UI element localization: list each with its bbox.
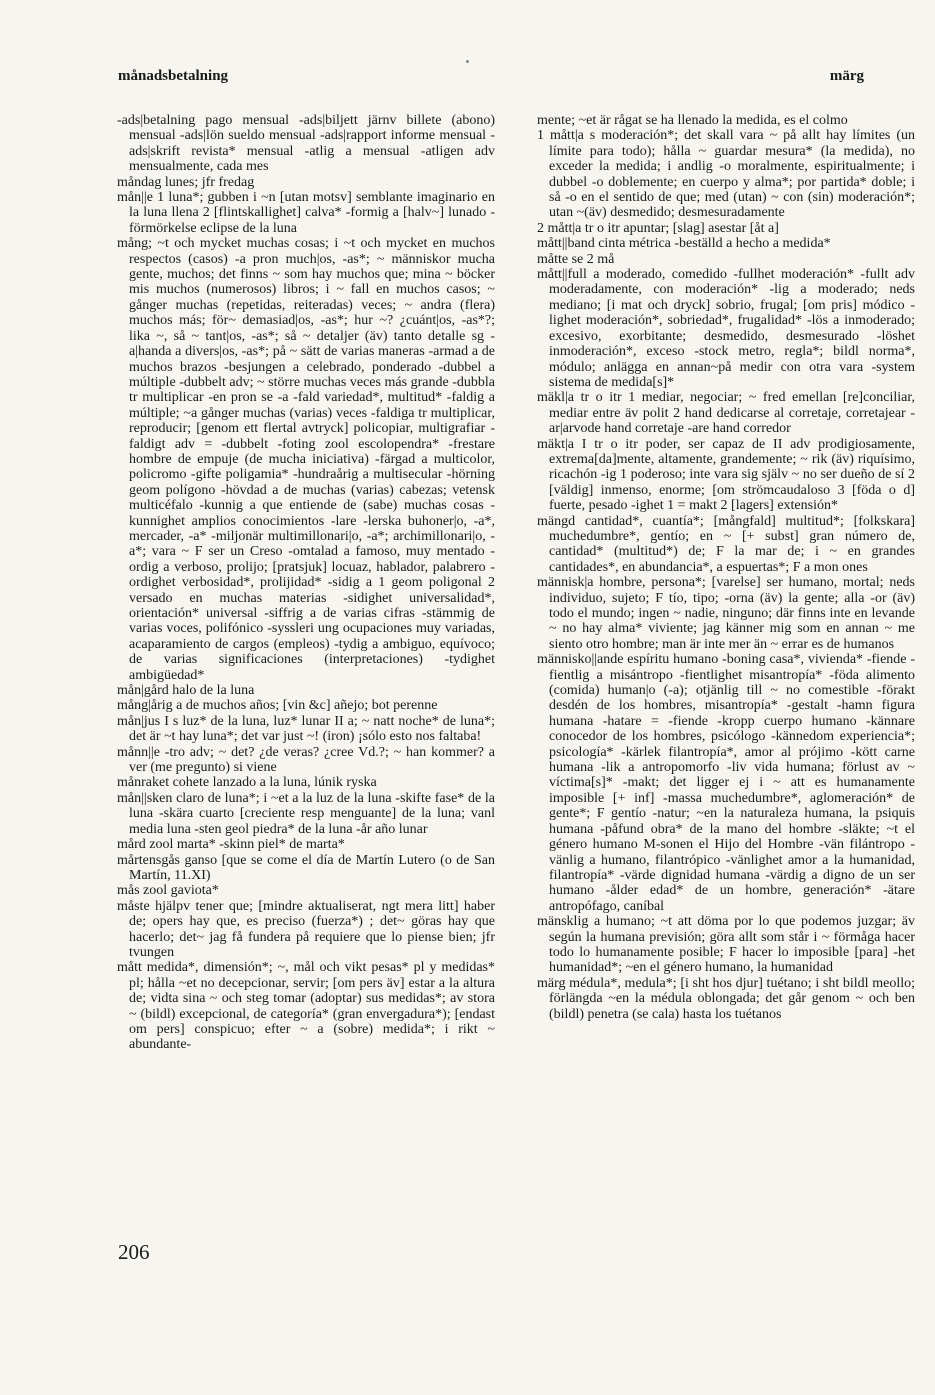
dictionary-entry: mente; ~et är rågat se ha llenado la medida, es el colmo	[537, 113, 848, 128]
dictionary-entry: mängd cantidad*, cuantía*; [mångfald] multitud*; [folkskara] muchedumbre*, gentío; en ~ [+ subst] gran número de, cantidad* (multitud*) de; F la mar de; i ~ en grandes cantidades*, en abundancia*, a espuertas*; F a mon ones	[537, 513, 915, 575]
dictionary-entry: mång|årig a de muchos años; [vin &c] añejo; bot perenne	[117, 698, 438, 714]
dictionary-entry: människo||ande espíritu humano -boning casa*, vivienda* -fiende -fientlig a misántropo -fientlighet misantropía* -föda alimento (comida) human|o (-a); otjänlig till ~ no comestible -förakt desdén de los hombres, misantropía* -gestalt -hamn figura humana -hatare = -fiende -kropp cuerpo humano -kännare conocedor de los hombres, psicólogo -kännedom experiencia*; psicología* -kärlek filantropía*, amor al prójimo -kött carne humana -lik a antropomorfo -liv vida humana; förlust av ~ víctima[s]* -makt; det ligger ej i ~ att es humanamente imposible [+ inf] -massa muchedumbre*, aglomeración* de gente*; F gentío -natur; ~en la naturaleza humana, la psiquis humana -påfund obra* de la mano del hombre -släkte; ~t el género humano M-sonen el Hijo del Hombre -vän filántropo -vänlig a humano, filantrópico -vänlighet amor a la humanidad, filantropía* -värde dignidad humana -värdig a digno de un ser humano -ålder edad* de un hombre, generación* -ätare antropófago, caníbal	[537, 652, 915, 914]
dictionary-entry: mån|jus I s luz* de la luna, luz* lunar II a; ~ natt noche* de luna*; det är ~t hay luna*; det var just ~! (iron) ¡sólo esto nos faltaba!	[117, 713, 495, 745]
printer-dot	[466, 60, 469, 63]
page-number: 206	[118, 1240, 150, 1264]
dictionary-column-right	[537, 113, 915, 1022]
dictionary-entry: mänsklig a humano; ~t att döma por lo que podemos juzgar; äv según la humana previsión; göra allt som står i ~ förmåga hacer todo lo humanamente posible; F hacer lo imposible [para] -het humanidad*; ~en el género humano, la humanidad	[537, 914, 915, 976]
dictionary-entry: mång; ~t och mycket muchas cosas; i ~t och mycket en muchos respectos (casos) -a pron much|os, -as*; ~ människor mucha gente, muchos; det finns ~ som hay muchos que; mina ~ böcker mis muchos (numerosos) libros; i ~ fall en muchos casos; ~ gånger muchas (repetidas, reiteradas) veces; ~ andra (flera) muchos más; för~ demasiad|os, -as*; hur ~? ¿cuánt|os, -as*?; lika ~, så ~ tant|os, -as*; så ~ detaljer (äv) tanto detalle sg -a|handa a divers|os, -as*; på ~ sätt de varias maneras -armad a de muchos brazos -besjungen a celebrado, ponderado -dubbel a múltiple -dubbelt adv; ~ större muchas veces más grande -dubbla tr multiplicar -en pron se -a -fald variedad*, multitud* -faldig a múltiple; ~a gånger muchas (varias) veces -faldiga tr multiplicar, reproducir; [genom ett flertal avtryck] policopiar, multigrafiar -faldigt adv = -dubbelt -foting zool escolopendra* -frestare hombre de empuje (de mucha iniciativa) -färgad a multicolor, policromo -gifte poligamia* -hundraårig a multisecular -hörning geom polígono -hövdad a de muchas (varias) cabezas; vetensk multicéfalo -kunnig a que entiende de (sabe) muchas cosas -kunnighet amplios conocimientos -lare -lerska buhoner|o, -a*, mercader, -a* -miljonär multimillonari|o, -a*; archimillonari|o, -a*; vara ~ F ser un Creso -omtalad a famoso, muy mentado -ordig a verboso, prolijo; [pratsjuk] locuaz, hablador, palabrero -ordighet verbosidad*, prolijidad* -sidig a 1 geom poligonal 2 versado en muchas materias -sidighet universalidad*, orientación* universal -siffrig a de varias cifras -stämmig de varias voces, polifónico -syssleri ung ocupaciones muy variadas, acaparamiento de cargos (empleos) -tydig a ambiguo, equívoco; de varias significaciones (interpretaciones) -tydighet ambigüedad*	[117, 236, 495, 683]
dictionary-entry: mårtensgås ganso [que se come el día de Martín Lutero (o de San Martín, 11.XI)	[117, 852, 495, 883]
dictionary-entry: -ads|betalning pago mensual -ads|biljett järnv billete (abono) mensual -ads|lön sueldo mensual -ads|rapport informe mensual -ads|skrift revista* mensual -atlig a mensual -atligen adv mensualmente, cada mes	[117, 113, 495, 175]
dictionary-entry: märg médula*, medula*; [i sht hos djur] tuétano; i sht bildl meollo; förlängda ~en la médula oblongada; det går genom ~ och ben (bildl) penetra (se cala) hasta los tuétanos	[537, 975, 915, 1022]
dictionary-entry: mård zool marta* -skinn piel* de marta*	[117, 837, 345, 853]
dictionary-entry: mått medida*, dimensión*; ~, mål och vikt pesas* pl y medidas* pl; hålla ~et no decepcionar, servir; [om pers äv] estar a la altura de; vidta sina ~ och steg tomar (adoptar) sus medidas*; av stora ~ (bildl) excepcional, de categoría* (gran envergadura*); [endast om pers] conspicuo; efter ~ a (sobre) medida*; i rikt ~ abundante-	[117, 960, 495, 1053]
dictionary-entry: mått||band cinta métrica -beställd a hecho a medida*	[537, 236, 831, 252]
dictionary-entry: måste hjälpv tener que; [mindre aktualiserat, ngt mera litt] haber de; opers hay que, es preciso (fuerza*) ; det~ göras hay que hacerlo; det~ jag få fundera på requiere que lo piense bien; jfr tvungen	[117, 898, 495, 960]
running-head-left: månadsbetalning	[118, 68, 229, 84]
dictionary-entry: måndag lunes; jfr fredag	[117, 174, 255, 190]
dictionary-column-left	[117, 113, 495, 1053]
dictionary-entry: människ|a hombre, persona*; [varelse] ser humano, mortal; neds individuo, sujeto; F tío, tipo; -orna (äv) la gente; alla -or (äv) todo el mundo; ingen ~ nadie, ninguno; där finns inte en levande ~ no hay alma* viviente; jag känner mig som en annan ~ me siento otro hombre; man är inte mer än ~ errar es de humanos	[537, 575, 915, 652]
running-head-right: märg	[829, 68, 864, 84]
dictionary-entry: mäkl|a tr o itr 1 mediar, negociar; ~ fred emellan [re]conciliar, mediar entre äv polit 2 hand dedicarse al corretaje, corretajear -ar|arvode hand corretaje -are hand corredor	[537, 390, 915, 437]
dictionary-entry: mån||e 1 luna*; gubben i ~n [utan motsv] semblante imaginario en la luna llena 2 [flintskallighet] calva* -formig a [halv~] lunado -förmörkelse eclipse de la luna	[117, 190, 495, 236]
dictionary-entry: månraket cohete lanzado a la luna, lúnik ryska	[117, 775, 377, 791]
dictionary-entry: mäkt|a I tr o itr poder, ser capaz de II adv prodigiosamente, extrema[da]mente, altamente, grandemente; ~ rik (äv) riquísimo, ricachón -ig 1 poderoso; inte vara sig själv ~ no ser dueño de sí 2 [väldig] inmenso, enorme; [om strömcaudaloso 3 [föda o d] fuerte, pesado -ighet 1 = makt 2 [lagers] extensión*	[537, 436, 915, 514]
dictionary-entry: 1 mått|a s moderación*; det skall vara ~ på allt hay límites (un límite para todo); hålla ~ guardar mesura* (la medida), no exceder la medida; i andlig -o moralmente, espiritualmente; i dubbel -o doblemente; en cuerpo y alma*; por partida* doble; i så -o en el sentido de que; med (utan) ~ con (sin) moderación*; utan ~(äv) desmedido; desmesuradamente	[537, 128, 915, 221]
dictionary-entry: mås zool gaviota*	[117, 883, 219, 899]
dictionary-entry: mått||full a moderado, comedido -fullhet moderación* -fullt adv moderadamente, con moderación* -lig a moderado; neds mediano; [i mat och dryck] sobrio, frugal; [om pris] módico -lighet moderación*, sobriedad*, frugalidad* -lös a inmoderado; excesivo, exorbitante; desmedido, desmesurado -löshet inmoderación*, exceso -stock metro, regla*; bildl norma*, módulo; anlägga en annan~på medir con otra vara -system sistema de medida[s]*	[537, 267, 915, 390]
dictionary-entry: måtte se 2 må	[537, 251, 615, 267]
dictionary-entry: mån||sken claro de luna*; i ~et a la luz de la luna -skifte fase* de la luna -skära cuarto [creciente resp menguante] de la luna; vanl media luna -sten geol piedra* de la luna -år año lunar	[117, 790, 495, 837]
dictionary-entry: mån|gård halo de la luna	[117, 683, 255, 699]
dictionary-entry: månn||e -tro adv; ~ det? ¿de veras? ¿cree Vd.?; ~ han kommer? a ver (me pregunto) si viene	[117, 744, 495, 776]
dictionary-entry: 2 mått|a tr o itr apuntar; [slag] asestar [åt a]	[537, 220, 779, 236]
